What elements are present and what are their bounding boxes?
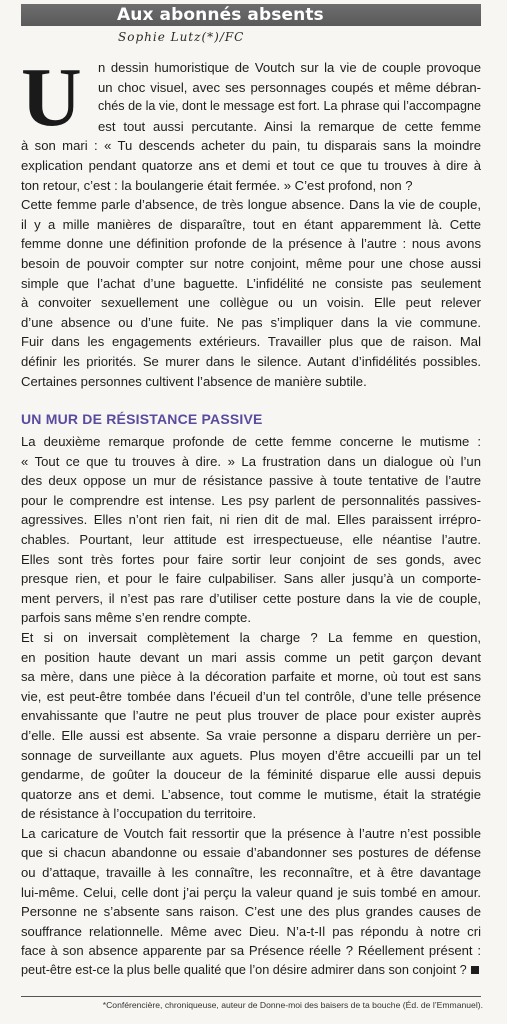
text-line: ton retour, c’est : la boulangerie était fermée. » C’est profond, non ? [21,177,413,193]
text-line: parfois sans même s’en rendre compte. [21,610,251,626]
text-line: à son mari : « Tu descends acheter du pain, tu disparais sans la moindre [21,138,481,154]
text-line: que si chacun abandonne ou essaie d’abandonner ses postures de défense [21,845,481,861]
text-line: n dessin humoristique de Voutch sur la vie de couple provoque [98,60,481,75]
intro-paragraph [21,51,481,391]
text-line: Elles sont très fortes pour faire sortir leur conjoint de ses gonds, avec [21,551,481,567]
text-line: ment pervers, il n’est pas rare d’utiliser cette posture dans la vie de couple, [21,590,481,606]
text-line: « Tout ce que tu trouves à dire. » La frustration dans un dialogue où l’un [21,453,481,469]
text-line: ou d’attaque, travaille à les connaître, les reconnaître, et à être davantage [21,865,481,881]
text-line: vie, est peut-être tombée dans l’écueil d’un tel contrôle, d’une telle présence [21,688,481,704]
text-line-final [21,961,481,981]
text-line: La caricature de Voutch fait ressortir que la présence à l’autre n’est possible [21,825,481,841]
text-line: Cette femme parle d’absence, de très longue absence. Dans la vie de couple, [21,197,481,213]
text-line: presque rien, et pour le faire culpabiliser. Sans aller jusqu’à un comporte- [21,571,481,587]
text-line: explication pendant quatorze ans et demi et tout ce que tu trouves à dire à [21,157,481,173]
text-line: La deuxième remarque profonde de cette femme concerne le mutisme : [21,434,481,449]
text-line-final-text: peut-être est-ce la plus belle qualité que l’on désire admirer dans son conjoint ? [21,963,467,978]
text-line: sa mère, dans une pièce à la décoration parfaite et morne, où tout est sans [21,669,481,685]
text-line: agressives. Elles n’ont rien fait, ni rien dit de mal. Elles paraissent irrépro- [21,512,481,528]
text-line: en position haute devant un mari assis comme un petit garçon devant [21,649,481,665]
title-bar [21,4,481,26]
text-line: chés de la vie, dont le message est fort. La phrase qui l’accompagne [98,99,481,114]
text-line: simple que l’achat d’une baguette. L’infidélité ne consiste pas seulement [21,275,481,291]
text-line: Certaines personnes cultivent l’absence de manière subtile. [21,373,367,389]
text-line: quatorze ans et demi. L’absence, tout comme le mutisme, était la stratégie [21,786,481,802]
text-line: face à son absence apparente par sa Présence réelle ? Réellement présent : [21,943,481,959]
text-line: gendarme, de goûter la douceur de la féminité disparue elle aussi depuis [21,767,481,783]
section-subhead: UN MUR DE RÉSISTANCE PASSIVE [21,411,263,427]
text-line: d’une absence ou d’une fuite. Ne pas s’impliquer dans la vie commune. [21,314,481,330]
text-line: Fuir dans les engagements extérieurs. Travailler plus que de raison. Mal [21,334,481,350]
author-footnote: *Conférencière, chroniqueuse, auteur de Donne-moi des baisers de ta bouche (Éd. de l’Emmanuel). [102,1000,483,1010]
text-line: Personne ne s’absente sans raison. C’est une des plus grandes causes de [21,904,481,920]
text-line: sonnage de surveillante aux aguets. Plus moyen d’être accueilli par un tel [21,747,481,763]
text-line: à convoiter sexuellement une collègue ou un voisin. Elle peut relever [21,295,481,311]
text-line: pour le comprendre est intense. Les psy parlent de personnalités passives- [21,492,481,508]
text-line: il y a mille manières de disparaître, tout en étant apparemment là. Cette [21,216,481,232]
text-line: des deux oppose un mur de résistance passive à toute tentative de l’autre [21,473,481,489]
article-title: Aux abonnés absents [117,5,324,25]
footnote-rule [21,996,481,997]
end-of-article-square [471,966,479,974]
text-line: Et si on inversait complètement la charge ? La femme en question, [21,629,481,645]
text-line: envahissante que l’autre ne peut plus trouver de place pour exister auprès [21,708,481,724]
text-line: définir les priorités. Se murer dans le silence. Autant d’infidélités possibles. [21,353,481,369]
text-line: un choc visuel, avec ses personnages coupés et même débran- [98,79,481,95]
text-line: est tout aussi percutante. Ainsi la remarque de cette femme [98,118,481,134]
section-body [21,432,481,981]
text-line: femme donne une définition profonde de la présence à l’autre : nous avons [21,236,481,252]
text-line: souffrance relationnelle. Même avec Dieu. N’a-t-Il pas répondu à notre cri [21,923,481,939]
drop-cap: U [21,51,82,144]
text-line: lui-même. Celui, celle dont j’ai perçu la valeur quand je suis tombé en amour. [21,884,481,900]
text-line: besoin de pouvoir compter sur notre conjoint, même pour une chose aussi [21,255,481,271]
author-signature: Sophie Lutz(*)/FC [118,30,245,44]
text-line: de résistance à l’occupation du territoire. [21,806,257,822]
text-line: chables. Pourtant, leur attitude est irrespectueuse, elle néantise l’autre. [21,531,481,547]
text-line: d’elle. Elle aussi est absente. Sa vraie personne a disparu derrière un per- [21,727,481,743]
